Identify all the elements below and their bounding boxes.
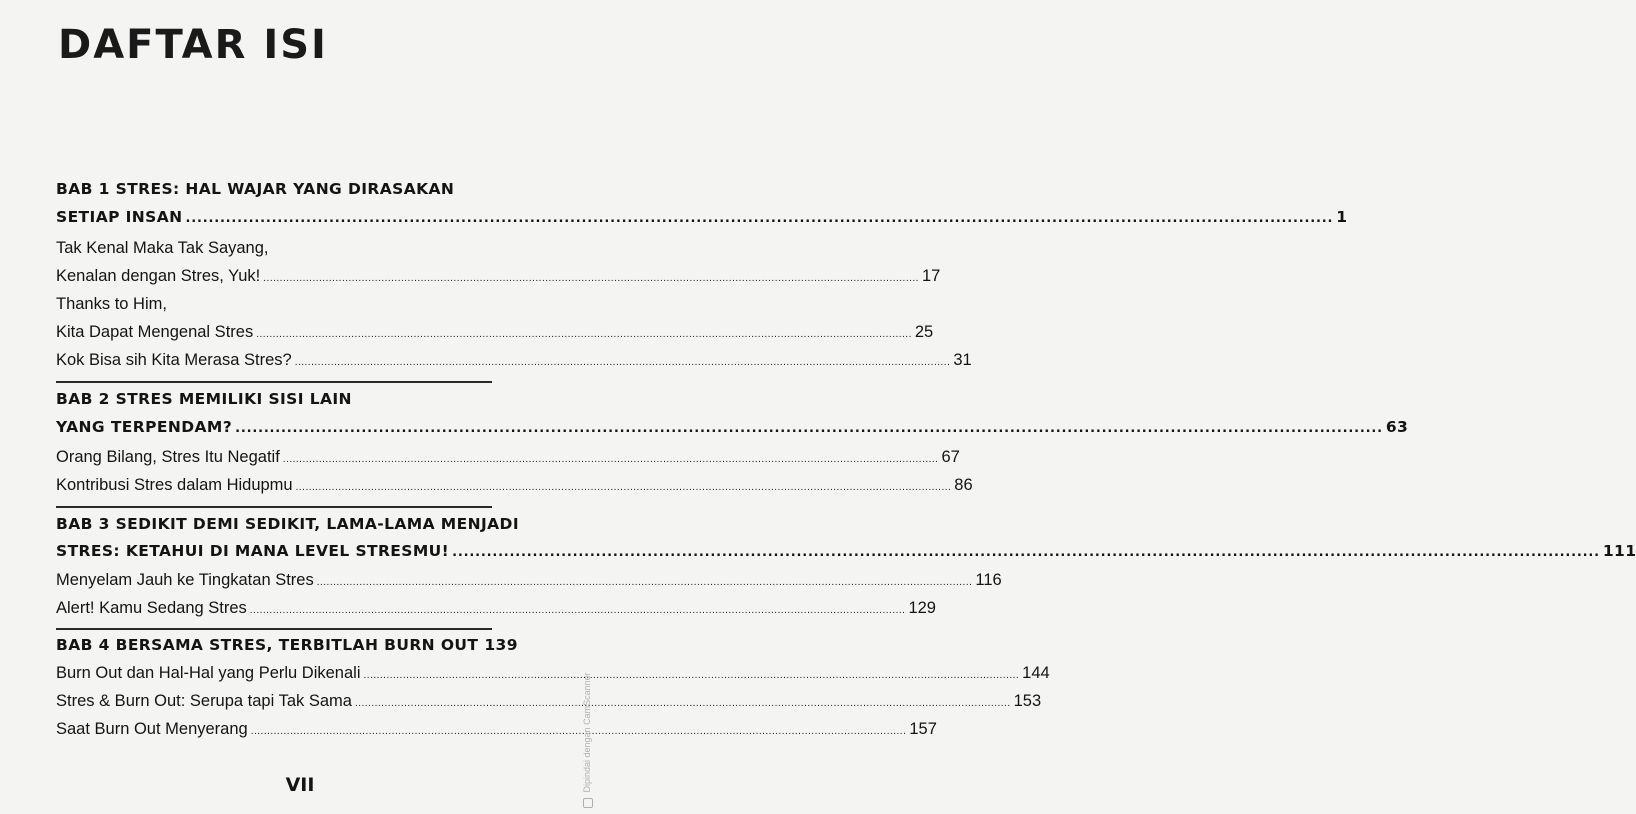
chapter-2-title-line-1[interactable]	[56, 390, 492, 408]
chapter-1-title-line-1[interactable]	[56, 180, 492, 198]
toc-entry-page-number: 67	[941, 448, 960, 466]
page-folio: VII	[285, 774, 315, 796]
dot-leader: ........................................................................................................................................................................................................	[249, 605, 906, 616]
toc-entry-text: Menyelam Jauh ke Tingkatan Stres	[56, 571, 314, 589]
toc-entry-text: Kenalan dengan Stres, Yuk!	[56, 267, 261, 285]
dot-leader: ........................................................................................................................................................................................................	[185, 211, 1334, 226]
chapter-4-title-text-1: BAB 4 BERSAMA STRES, TERBITLAH BURN OUT	[56, 636, 479, 654]
dot-leader: ........................................................................................................................................................................................................	[354, 698, 1011, 709]
dot-leader: ........................................................................................................................................................................................................	[235, 421, 1383, 436]
dot-leader: ........................................................................................................................................................................................................	[256, 329, 912, 340]
chapter-4-page-number: 139	[484, 636, 518, 654]
chapter-4-title-line-1[interactable]	[56, 636, 518, 654]
chapter-1-title-line-2[interactable]	[56, 208, 1348, 226]
chapter-1-title-text-2: SETIAP INSAN	[56, 208, 183, 226]
dot-leader: ........................................................................................................................................................................................................	[363, 670, 1020, 681]
toc-entry-page-number: 86	[954, 476, 973, 494]
chapter-3-title-line-1[interactable]	[56, 515, 519, 533]
toc-entry-text: Thanks to Him,	[56, 295, 167, 313]
toc-entry-text: Kok Bisa sih Kita Merasa Stres?	[56, 351, 292, 369]
toc-entry-line[interactable]	[56, 239, 492, 258]
toc-entry-text: Burn Out dan Hal-Hal yang Perlu Dikenali	[56, 664, 361, 682]
chapter-3-title-text-2: STRES: KETAHUI DI MANA LEVEL STRESMU!	[56, 542, 450, 560]
toc-entry-line[interactable]	[56, 599, 936, 618]
dot-leader: ........................................................................................................................................................................................................	[294, 357, 951, 368]
toc-entry-page-number: 153	[1013, 692, 1042, 710]
toc-entry-line[interactable]	[56, 476, 973, 495]
chapter-1-title-text-1: BAB 1 STRES: HAL WAJAR YANG DIRASAKAN	[56, 180, 455, 198]
page-title: DAFTAR ISI	[58, 22, 328, 68]
chapter-2-page-number: 63	[1385, 418, 1409, 436]
section-divider	[56, 506, 492, 508]
toc-entry-page-number: 25	[914, 323, 934, 341]
dot-leader: ........................................................................................................................................................................................................	[282, 454, 939, 465]
toc-entry-page-number: 31	[953, 351, 972, 369]
toc-entry-text: Tak Kenal Maka Tak Sayang,	[56, 239, 269, 257]
toc-entry-page-number: 129	[908, 599, 936, 617]
toc-entry-text: Kita Dapat Mengenal Stres	[56, 323, 254, 341]
dot-leader: ........................................................................................................................................................................................................	[250, 726, 907, 737]
toc-entry-line[interactable]	[56, 720, 937, 739]
toc-entry-line[interactable]	[56, 664, 1050, 683]
chapter-1-page-number: 1	[1336, 208, 1348, 226]
camscanner-icon	[583, 798, 593, 808]
chapter-2-title-text-1: BAB 2 STRES MEMILIKI SISI LAIN	[56, 390, 352, 408]
toc-entry-line[interactable]	[56, 448, 960, 467]
toc-entry-line[interactable]	[56, 267, 941, 286]
chapter-2-title-text-2: YANG TERPENDAM?	[56, 418, 233, 436]
chapter-3-title-line-2[interactable]	[56, 542, 1636, 560]
chapter-2-title-line-2[interactable]	[56, 418, 1409, 436]
section-divider	[56, 381, 492, 383]
scanner-watermark-text: Dipindai dengan CamScanner	[582, 672, 592, 793]
toc-entry-text: Stres & Burn Out: Serupa tapi Tak Sama	[56, 692, 352, 710]
toc-entry-text: Alert! Kamu Sedang Stres	[56, 599, 247, 617]
toc-entry-page-number: 144	[1022, 664, 1050, 682]
chapter-3-title-text-1: BAB 3 SEDIKIT DEMI SEDIKIT, LAMA-LAMA MENJADI	[56, 515, 519, 533]
scanner-watermark	[582, 672, 593, 808]
dot-leader: ........................................................................................................................................................................................................	[295, 482, 952, 493]
toc-entry-line[interactable]	[56, 351, 972, 370]
dot-leader: ........................................................................................................................................................................................................	[316, 577, 973, 588]
toc-entry-line[interactable]	[56, 323, 934, 342]
dot-leader: ........................................................................................................................................................................................................	[452, 545, 1600, 560]
toc-entry-line[interactable]	[56, 295, 492, 314]
toc-entry-text: Orang Bilang, Stres Itu Negatif	[56, 448, 280, 466]
toc-entry-line[interactable]	[56, 571, 1002, 590]
dot-leader: ........................................................................................................................................................................................................	[263, 273, 919, 284]
toc-entry-page-number: 157	[909, 720, 937, 738]
toc-entry-page-number: 17	[921, 267, 941, 285]
toc-entry-text: Saat Burn Out Menyerang	[56, 720, 248, 738]
toc-entry-line[interactable]	[56, 692, 1042, 711]
section-divider	[56, 628, 492, 630]
chapter-3-page-number: 111	[1602, 542, 1636, 560]
toc-entry-text: Kontribusi Stres dalam Hidupmu	[56, 476, 293, 494]
toc-entry-page-number: 116	[975, 571, 1002, 589]
